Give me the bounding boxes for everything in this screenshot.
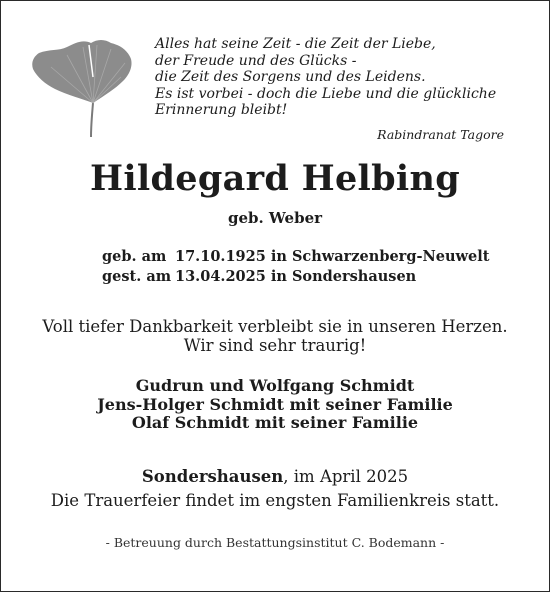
life-dates <box>102 247 489 287</box>
mourner: Gudrun und Wolfgang Schmidt <box>135 376 415 395</box>
death-text: 13.04.2025 in Sondershausen <box>175 268 417 285</box>
poem-line: der Freude und des Glücks - <box>155 52 357 69</box>
poem <box>155 36 525 119</box>
place-line <box>1 465 549 489</box>
mourners-list <box>1 377 549 433</box>
message-line: Voll tiefer Dankbarkeit verbleibt sie in unseren Herzen. <box>42 317 508 336</box>
birth-row <box>102 247 489 267</box>
gratitude-message <box>1 317 549 355</box>
poem-author: Rabindranat Tagore <box>377 127 504 142</box>
poem-line: die Zeit des Sorgens und des Leidens. <box>155 69 426 85</box>
funeral-home-credit: - Betreuung durch Bestattungsinstitut C. Bodemann - <box>105 535 445 550</box>
month-year: , im April 2025 <box>283 467 409 486</box>
funeral-note: Die Trauerfeier findet im engsten Familienkreis statt. <box>50 491 500 510</box>
birth-text: 17.10.1925 in Schwarzenberg-Neuwelt <box>175 248 490 265</box>
poem-line: Erinnerung bleibt! <box>155 102 288 118</box>
death-row <box>102 267 489 287</box>
deceased-name: Hildegard Helbing <box>89 158 461 199</box>
death-label: gest. am <box>102 268 172 285</box>
message-line: Wir sind sehr traurig! <box>183 336 367 355</box>
poem-line: Alles hat seine Zeit - die Zeit der Liebe, <box>155 36 436 52</box>
place-and-date <box>1 465 549 513</box>
city: Sondershausen <box>141 467 284 486</box>
birth-label: geb. am <box>102 248 167 265</box>
mourner: Jens-Holger Schmidt mit seiner Familie <box>97 394 453 414</box>
mourner: Olaf Schmidt mit seiner Familie <box>131 413 419 432</box>
poem-line: Es ist vorbei - doch die Liebe und die glückliche <box>155 85 497 102</box>
ginkgo-leaf-icon <box>31 37 135 141</box>
maiden-name: geb. Weber <box>227 209 323 227</box>
